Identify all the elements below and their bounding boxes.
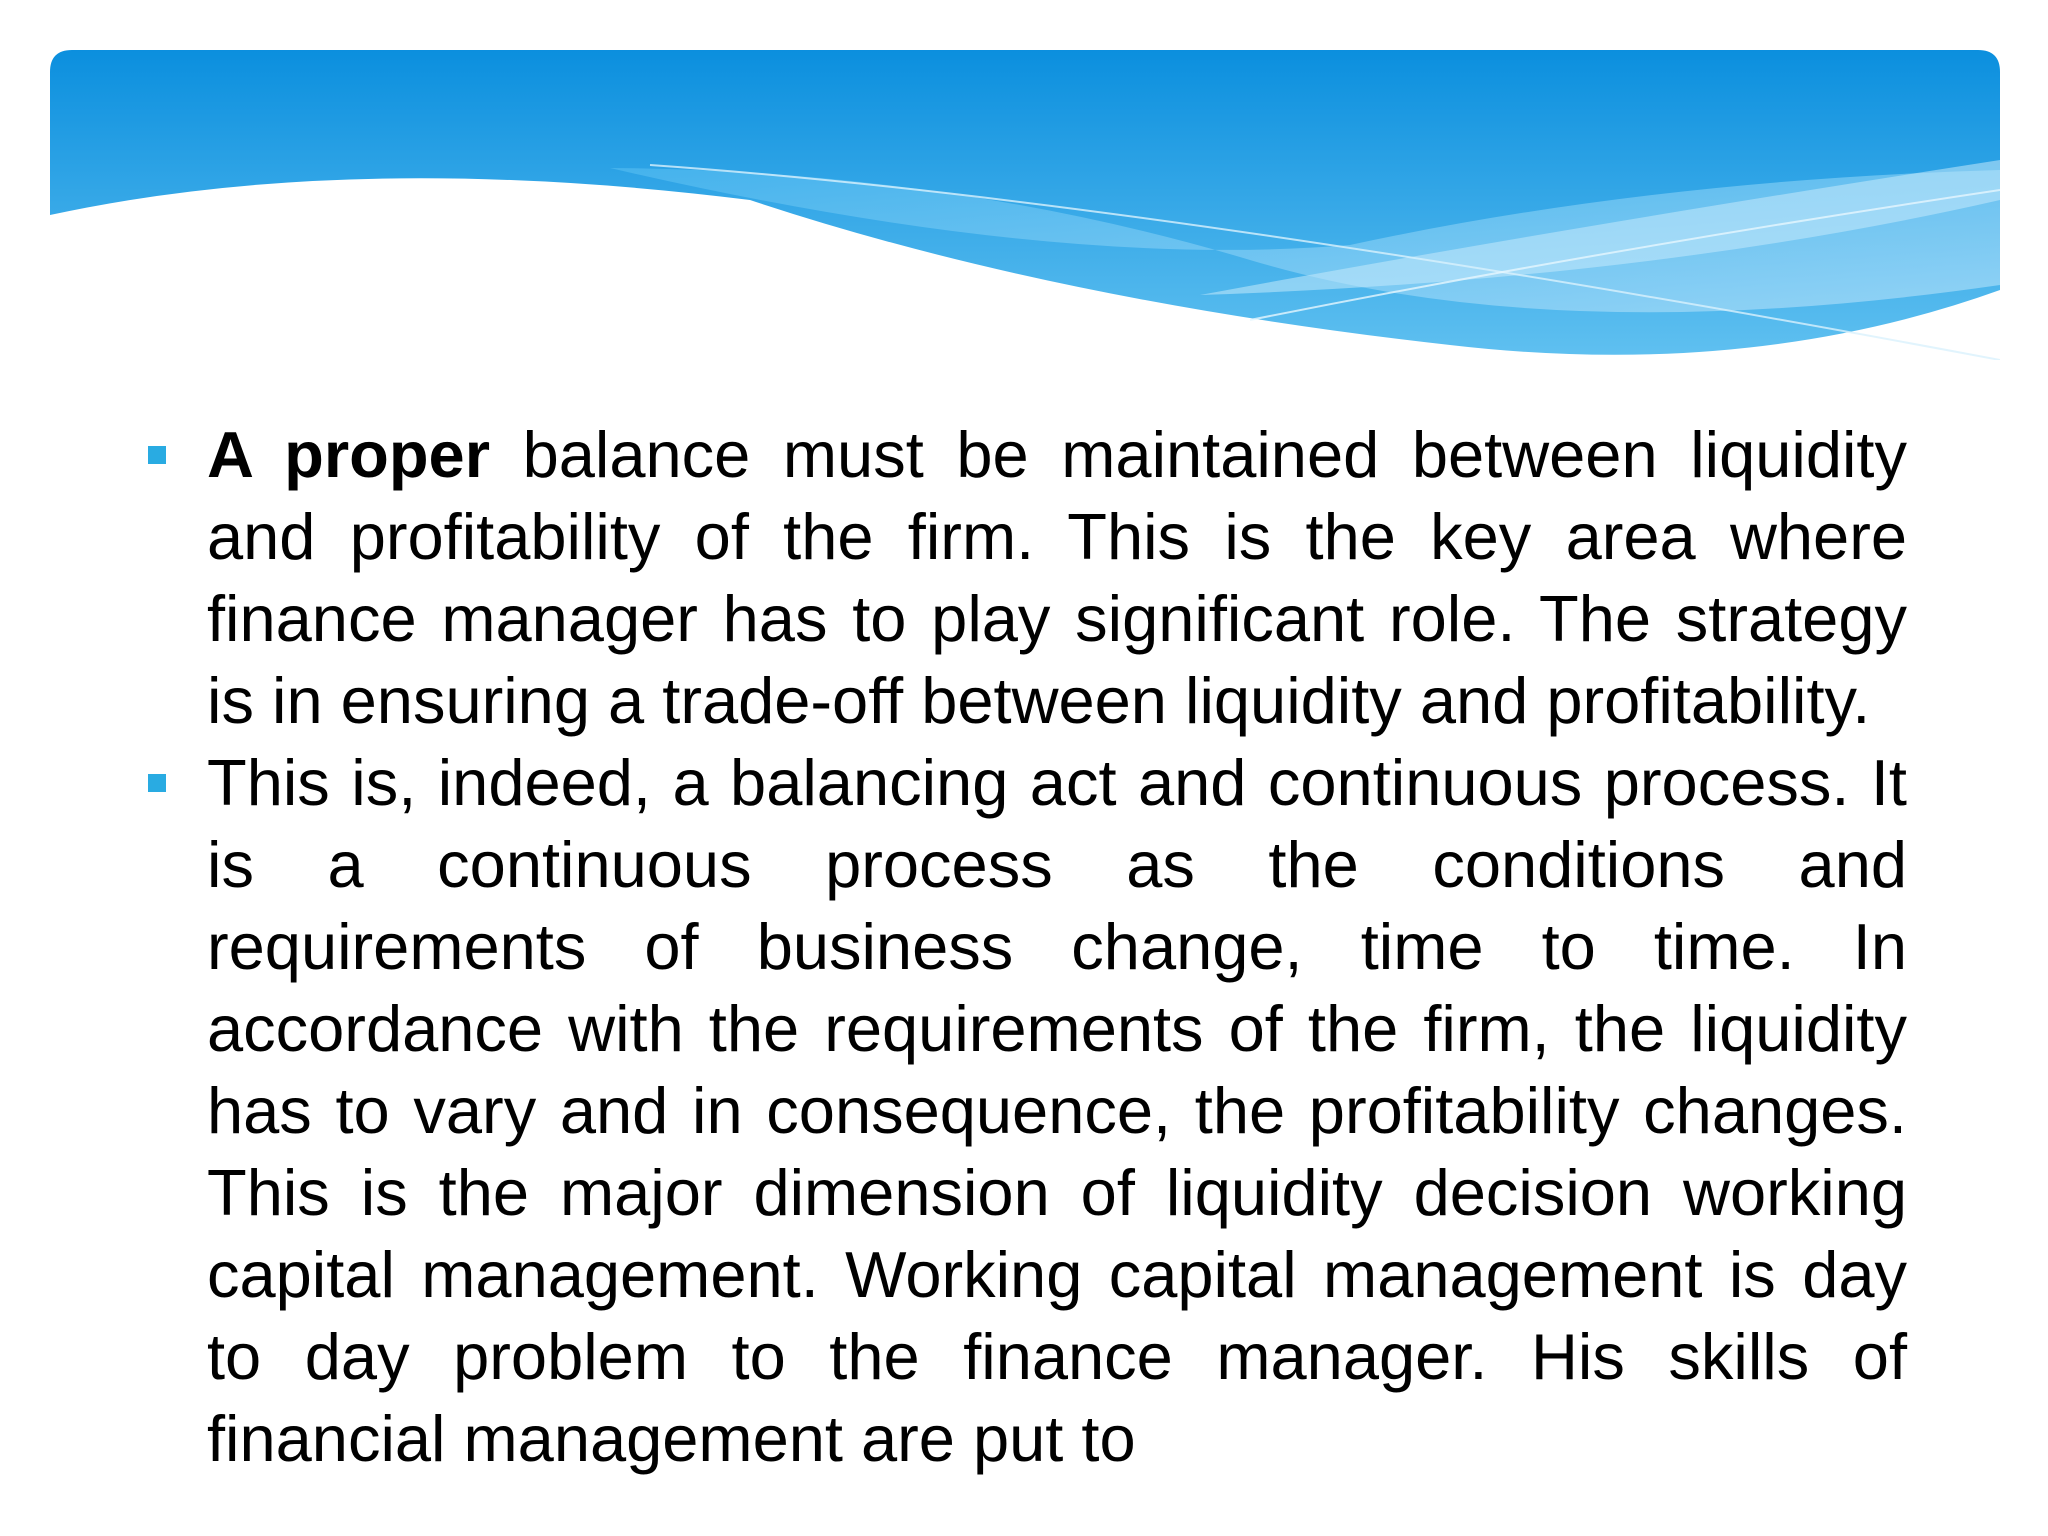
bullet-lead-text: A proper: [207, 418, 490, 491]
bullet-text: balance must be maintained between liquidity and profitability of the firm. This is the key area where finance manager has to play significant role. The strategy is in ensuring a trade-off between liquidity and profitability.: [207, 418, 1907, 737]
bullet-list: [145, 414, 1907, 1480]
slide-body: [145, 414, 1907, 1480]
bullet-item-1: [145, 414, 1907, 742]
bullet-item-2: [145, 742, 1907, 1480]
square-bullet-icon: [148, 446, 166, 464]
wave-banner: [50, 50, 2000, 360]
bullet-text: This is, indeed, a balancing act and continuous process. It is a continuous process as the conditions and requirements of business change, time to time. In accordance with the requirements of the firm, the liquidity has to vary and in consequence, the profitability changes. This is the major dimension of liquidity decision working capital management. Working capital management is day to day problem to the finance manager. His skills of financial management are put to: [207, 746, 1907, 1475]
square-bullet-icon: [148, 774, 166, 792]
